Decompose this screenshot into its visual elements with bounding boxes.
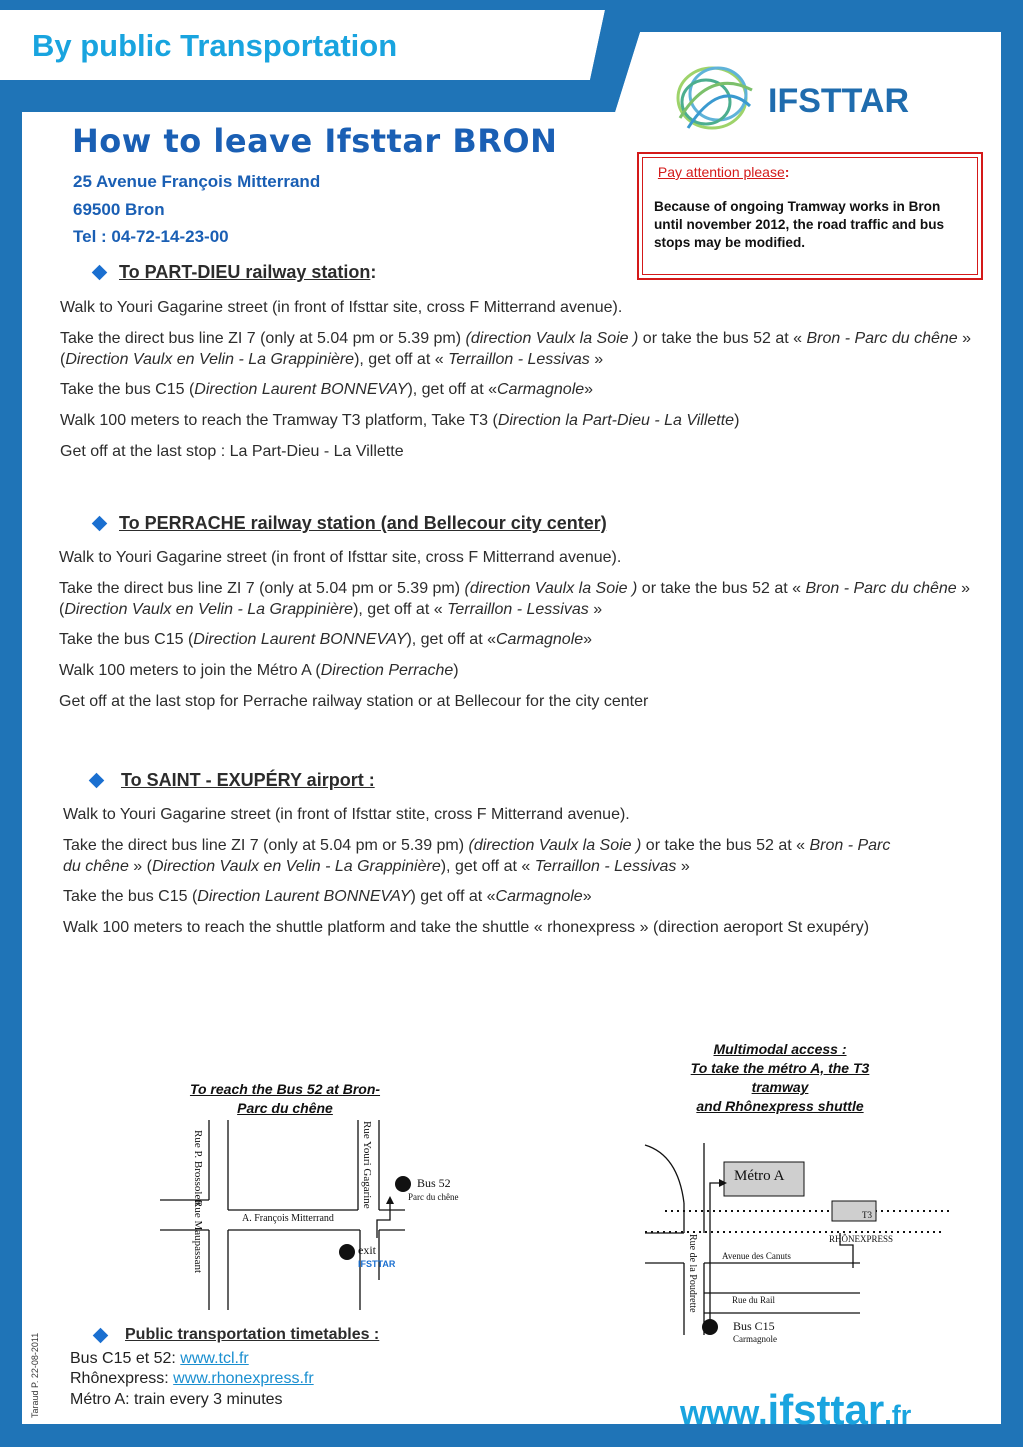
map1-exit-sub: IFSTTAR — [358, 1259, 396, 1269]
map1-street-maupassant: Rue Maupassant — [192, 1200, 204, 1274]
diamond-icon — [92, 516, 108, 532]
tcl-link[interactable]: www.tcl.fr — [180, 1350, 249, 1367]
map2-rail-label: Rue du Rail — [732, 1295, 775, 1305]
s2-bus: Take the direct bus line ZI 7 (only at 5.04 pm or 5.39 pm) (direction Vaulx la Soie ) or take the bus 52 at « Bron - Parc du chêne » (Direction Vaulx en Velin - La Grappinière), get off at « Terraillon - Lessivas » — [59, 580, 971, 618]
s3-walk2: Walk 100 meters to reach the shuttle platform and take the shuttle « rhonexpress » (direction aeroport St exupéry) — [63, 919, 870, 936]
timetable-metro: Métro A: train every 3 minutes — [70, 1391, 283, 1408]
address-tel: Tel : 04-72-14-23-00 — [73, 227, 229, 246]
diamond-icon — [93, 1327, 109, 1343]
s1-walk2: Walk 100 meters to reach the Tramway T3 platform, Take T3 (Direction la Part-Dieu - La Villette) — [60, 412, 740, 429]
map2-metro-label: Métro A — [734, 1168, 785, 1184]
notice-heading — [654, 164, 967, 180]
map2-bus-label: Bus C15 — [733, 1319, 775, 1333]
map2-bus-sub: Carmagnole — [733, 1334, 777, 1344]
map2-caption: Multimodal access : To take the métro A, the T3 tramway and Rhônexpress shuttle — [690, 1041, 870, 1114]
address-street: 25 Avenue François Mitterrand — [73, 172, 321, 191]
map2-rhonexpress-label: RHÔNEXPRESS — [829, 1234, 894, 1244]
s3-bus: Take the direct bus line ZI 7 (only at 5.04 pm or 5.39 pm) (direction Vaulx la Soie ) or take the bus 52 at « Bron - Parc du chêne » (Direction Vaulx en Velin - La Grappinière), get off at « Terraillon - Lessivas » — [63, 837, 891, 875]
map1-street-gagarine: Rue Youri Gagarine — [361, 1121, 373, 1209]
notice-box — [637, 152, 983, 280]
map2-poudrette-label: Rue de la Poudrette — [687, 1234, 698, 1313]
map1-street-brossolette: Rue P. Brossolett — [192, 1130, 204, 1206]
s2-c15: Take the bus C15 (Direction Laurent BONNEVAY), get off at «Carmagnole» — [59, 631, 593, 648]
s2-last: Get off at the last stop for Perrache railway station or at Bellecour for the city center — [59, 693, 649, 710]
timetables-heading: Public transportation timetables : — [95, 1326, 379, 1344]
notice-body: Because of ongoing Tramway works in Bron until november 2012, the road traffic and bus stops may be modified. — [654, 199, 945, 250]
rhonexpress-link[interactable]: www.rhonexpress.fr — [173, 1370, 314, 1387]
map1-bus-sub: Parc du chêne — [408, 1192, 459, 1202]
map1-exit-label: exit — [358, 1243, 376, 1257]
section-heading-airport: To SAINT - EXUPÉRY airport : — [91, 770, 375, 791]
map1-caption: To reach the Bus 52 at Bron- Parc du chêne — [189, 1081, 381, 1116]
side-note: Taraud P. 22-08-2011 — [30, 1332, 40, 1418]
map2-t3-label: T3 — [862, 1210, 872, 1220]
timetable-tcl: Bus C15 et 52: www.tcl.fr — [70, 1350, 249, 1367]
diamond-icon — [89, 773, 105, 789]
section-heading-partdieu: To PART-DIEU railway station : — [94, 262, 376, 283]
s1-last: Get off at the last stop : La Part-Dieu - La Villette — [60, 443, 404, 460]
s1-walk: Walk to Youri Gagarine street (in front of Ifsttar site, cross F Mitterrand avenue). — [60, 299, 623, 316]
website-url[interactable]: www.ifsttar.fr — [680, 1386, 912, 1433]
section-heading-perrache: To PERRACHE railway station (and Bellecour city center) — [94, 513, 607, 534]
map1-bus-label: Bus 52 — [417, 1176, 451, 1190]
diamond-icon — [92, 265, 108, 281]
page-title: How to leave Ifsttar BRON — [72, 122, 558, 160]
notice-label: Pay attention please — [657, 164, 785, 180]
s2-walk: Walk to Youri Gagarine street (in front of Ifsttar site, cross F Mitterrand avenue). — [59, 549, 622, 566]
header-title: By public Transportation — [32, 28, 398, 63]
s2-walk2: Walk 100 meters to join the Métro A (Direction Perrache) — [59, 662, 459, 679]
timetable-rhonexpress: Rhônexpress: www.rhonexpress.fr — [70, 1370, 314, 1387]
map1-street-mitterrand: A. François Mitterrand — [242, 1213, 334, 1224]
address-city: 69500 Bron — [73, 200, 165, 219]
s1-c15: Take the bus C15 (Direction Laurent BONNEVAY), get off at «Carmagnole» — [60, 381, 594, 398]
s3-walk: Walk to Youri Gagarine street (in front of Ifsttar stite, cross F Mitterrand avenue). — [63, 806, 630, 823]
notice-colon: : — [784, 164, 790, 180]
logo-text: IFSTTAR — [768, 82, 910, 120]
map2-canuts-label: Avenue des Canuts — [722, 1251, 791, 1261]
ifsttar-logo — [660, 58, 960, 148]
s3-c15: Take the bus C15 (Direction Laurent BONNEVAY) get off at «Carmagnole» — [63, 888, 592, 905]
s1-bus: Take the direct bus line ZI 7 (only at 5.04 pm or 5.39 pm) (direction Vaulx la Soie ) or take the bus 52 at « Bron - Parc du chêne » (Direction Vaulx en Velin - La Grappinière), get off at « Terraillon - Lessivas » — [60, 330, 972, 368]
